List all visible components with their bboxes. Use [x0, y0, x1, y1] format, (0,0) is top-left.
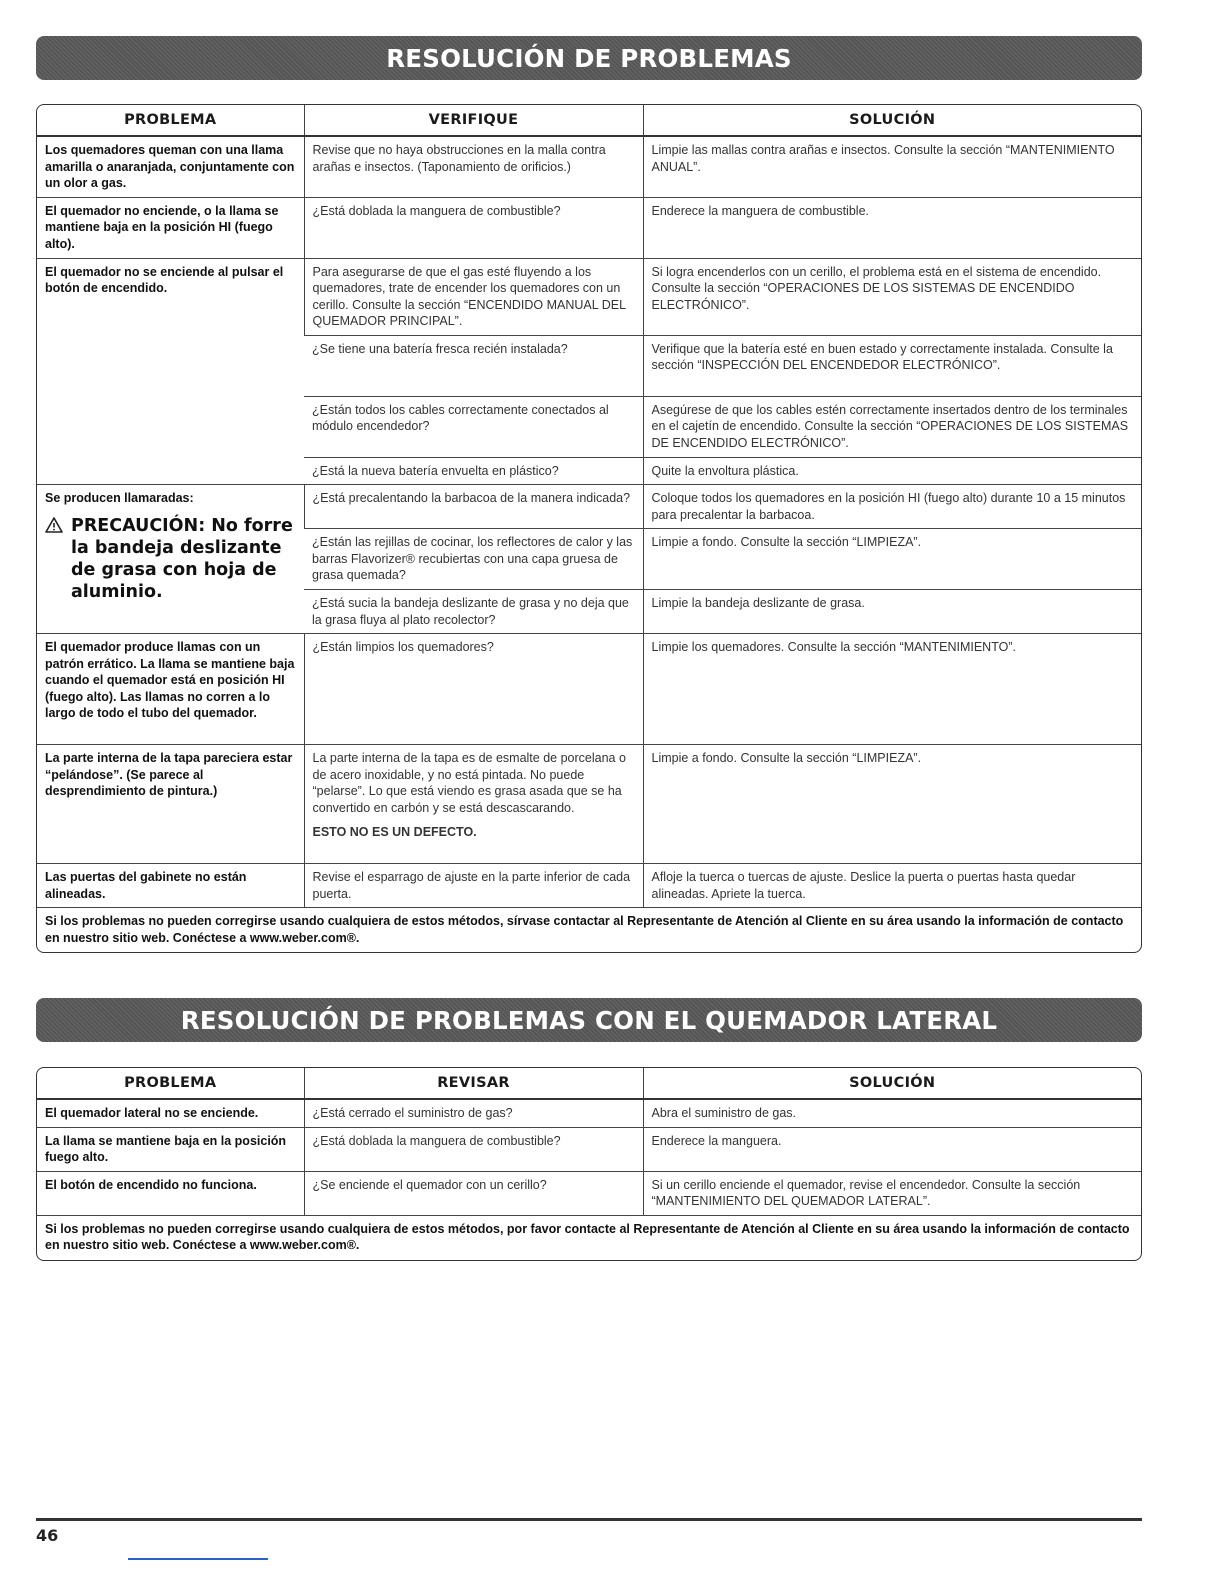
check-cell: ¿Está precalentando la barbacoa de la manera indicada? — [304, 485, 643, 529]
solution-cell: Abra el suministro de gas. — [643, 1099, 1141, 1127]
table-row — [37, 745, 1141, 864]
check-cell: Revise el esparrago de ajuste en la parte inferior de cada puerta. — [304, 864, 643, 908]
solution-cell: Limpie a fondo. Consulte la sección “LIMPIEZA”. — [643, 529, 1141, 590]
table-row — [37, 1127, 1141, 1171]
check-cell: ¿Está doblada la manguera de combustible? — [304, 1127, 643, 1171]
check-cell: ¿Están limpios los quemadores? — [304, 634, 643, 745]
check-cell: ¿Está la nueva batería envuelta en plástico? — [304, 457, 643, 485]
problem-text: Se producen llamaradas: — [45, 491, 194, 505]
contact-footer: Si los problemas no pueden corregirse usando cualquiera de estos métodos, por favor contacte al Representante de Atención al Cliente en su área usando la información de contacto en nuestro sitio web. Conéctese a www.weber.com®. — [37, 1215, 1141, 1260]
caution-note — [45, 515, 296, 603]
solution-cell: Afloje la tuerca o tuercas de ajuste. Deslice la puerta o puertas hasta quedar alineadas. Apriete la tuerca. — [643, 864, 1141, 908]
problem-cell: Los quemadores queman con una llama amarilla o anaranjada, conjuntamente con un olor a gas. — [45, 143, 295, 190]
table-row — [37, 634, 1141, 745]
scan-mark — [128, 1558, 268, 1560]
table-row — [37, 1099, 1141, 1127]
column-header-check: REVISAR — [304, 1068, 643, 1099]
check-cell — [304, 745, 643, 864]
column-header-problem: PROBLEMA — [37, 1068, 304, 1099]
check-cell: ¿Está sucia la bandeja deslizante de grasa y no deja que la grasa fluya al plato recolector? — [304, 590, 643, 634]
solution-cell: Asegúrese de que los cables estén correctamente insertados dentro de los terminales en el cajetín de encendido. Consulte la sección “OPERACIONES DE LOS SISTEMAS DE ENCENDIDO ELECTRÓNICO”. — [643, 396, 1141, 457]
caution-text: PRECAUCIÓN: No forre la bandeja deslizante de grasa con hoja de aluminio. — [71, 515, 293, 602]
side-burner-troubleshooting-table — [36, 1067, 1142, 1261]
check-cell: ¿Están las rejillas de cocinar, los reflectores de calor y las barras Flavorizer® recubiertas con una capa gruesa de grasa quemada? — [304, 529, 643, 590]
contact-footer: Si los problemas no pueden corregirse usando cualquiera de estos métodos, sírvase contactar al Representante de Atención al Cliente en su área usando la información de contacto en nuestro sitio web. Conéctese a www.weber.com®. — [37, 908, 1141, 953]
check-cell: ¿Está cerrado el suministro de gas? — [304, 1099, 643, 1127]
not-a-defect-note: ESTO NO ES UN DEFECTO. — [312, 825, 477, 839]
table-row — [37, 864, 1141, 908]
table-row — [37, 1171, 1141, 1215]
problem-cell — [37, 485, 304, 634]
check-cell: Para asegurarse de que el gas esté fluyendo a los quemadores, trate de encender los quemadores con un cerillo. Consulte la sección “ENCENDIDO MANUAL DEL QUEMADOR PRINCIPAL”. — [304, 258, 643, 335]
table-row — [37, 485, 1141, 529]
solution-cell: Si logra encenderlos con un cerillo, el problema está en el sistema de encendido. Consulte la sección “OPERACIONES DE LOS SISTEMAS DE ENCENDIDO ELECTRÓNICO”. — [643, 258, 1141, 335]
check-cell: ¿Se tiene una batería fresca recién instalada? — [304, 335, 643, 396]
solution-cell: Limpie la bandeja deslizante de grasa. — [643, 590, 1141, 634]
problem-cell: La parte interna de la tapa pareciera estar “pelándose”. (Se parece al desprendimiento de pintura.) — [37, 745, 304, 864]
problem-cell: El quemador lateral no se enciende. — [45, 1106, 259, 1120]
section-title: RESOLUCIÓN DE PROBLEMAS — [386, 43, 792, 73]
check-cell: Revise que no haya obstrucciones en la malla contra arañas e insectos. (Taponamiento de orificios.) — [304, 136, 643, 197]
table-row — [37, 136, 1141, 197]
problem-cell: El quemador no se enciende al pulsar el botón de encendido. — [37, 258, 304, 485]
section-banner-side-burner — [36, 998, 1142, 1042]
problem-cell: El quemador no enciende, o la llama se mantiene baja en la posición HI (fuego alto). — [37, 197, 304, 258]
warning-triangle-icon — [45, 517, 65, 533]
table-row — [37, 197, 1141, 258]
check-cell: ¿Están todos los cables correctamente conectados al módulo encendedor? — [304, 396, 643, 457]
footer-rule — [36, 1518, 1142, 1521]
solution-cell: Enderece la manguera. — [643, 1127, 1141, 1171]
section-banner-troubleshooting — [36, 36, 1142, 80]
table-footer-row — [37, 908, 1141, 953]
solution-cell: Verifique que la batería esté en buen estado y correctamente instalada. Consulte la sección “INSPECCIÓN DEL ENCENDEDOR ELECTRÓNICO”. — [643, 335, 1141, 396]
solution-cell: Limpie las mallas contra arañas e insectos. Consulte la sección “MANTENIMIENTO ANUAL”. — [643, 136, 1141, 197]
solution-cell: Si un cerillo enciende el quemador, revise el encendedor. Consulte la sección “MANTENIMIENTO DEL QUEMADOR LATERAL”. — [643, 1171, 1141, 1215]
solution-cell: Enderece la manguera de combustible. — [643, 197, 1141, 258]
problem-cell: El botón de encendido no funciona. — [37, 1171, 304, 1215]
section-title: RESOLUCIÓN DE PROBLEMAS CON EL QUEMADOR LATERAL — [180, 1005, 998, 1035]
troubleshooting-table — [36, 104, 1142, 953]
column-header-check: VERIFIQUE — [304, 105, 643, 136]
problem-cell: El quemador produce llamas con un patrón errático. La llama se mantiene baja cuando el quemador está en posición HI (fuego alto). Las llamas no corren a lo largo de todo el tubo del quemador. — [37, 634, 304, 745]
check-cell: ¿Se enciende el quemador con un cerillo? — [304, 1171, 643, 1215]
solution-cell: Coloque todos los quemadores en la posición HI (fuego alto) durante 10 a 15 minutos para precalentar la barbacoa. — [643, 485, 1141, 529]
table-row — [37, 258, 1141, 335]
check-text: La parte interna de la tapa es de esmalte de porcelana o de acero inoxidable, y no está pintada. No puede “pelarse”. Lo que está viendo es grasa asada que se ha convertido en carbón y se está descascarando. — [312, 751, 626, 815]
solution-cell: Quite la envoltura plástica. — [643, 457, 1141, 485]
check-cell: ¿Está doblada la manguera de combustible? — [304, 197, 643, 258]
problem-cell: Las puertas del gabinete no están alineadas. — [37, 864, 304, 908]
column-header-solution: SOLUCIÓN — [643, 105, 1141, 136]
column-header-solution: SOLUCIÓN — [643, 1068, 1141, 1099]
problem-cell: La llama se mantiene baja en la posición fuego alto. — [37, 1127, 304, 1171]
solution-cell: Limpie los quemadores. Consulte la sección “MANTENIMIENTO”. — [643, 634, 1141, 745]
solution-cell: Limpie a fondo. Consulte la sección “LIMPIEZA”. — [643, 745, 1141, 864]
column-header-problem: PROBLEMA — [37, 105, 304, 136]
table-footer-row — [37, 1215, 1141, 1260]
page-number: 46 — [36, 1526, 59, 1545]
